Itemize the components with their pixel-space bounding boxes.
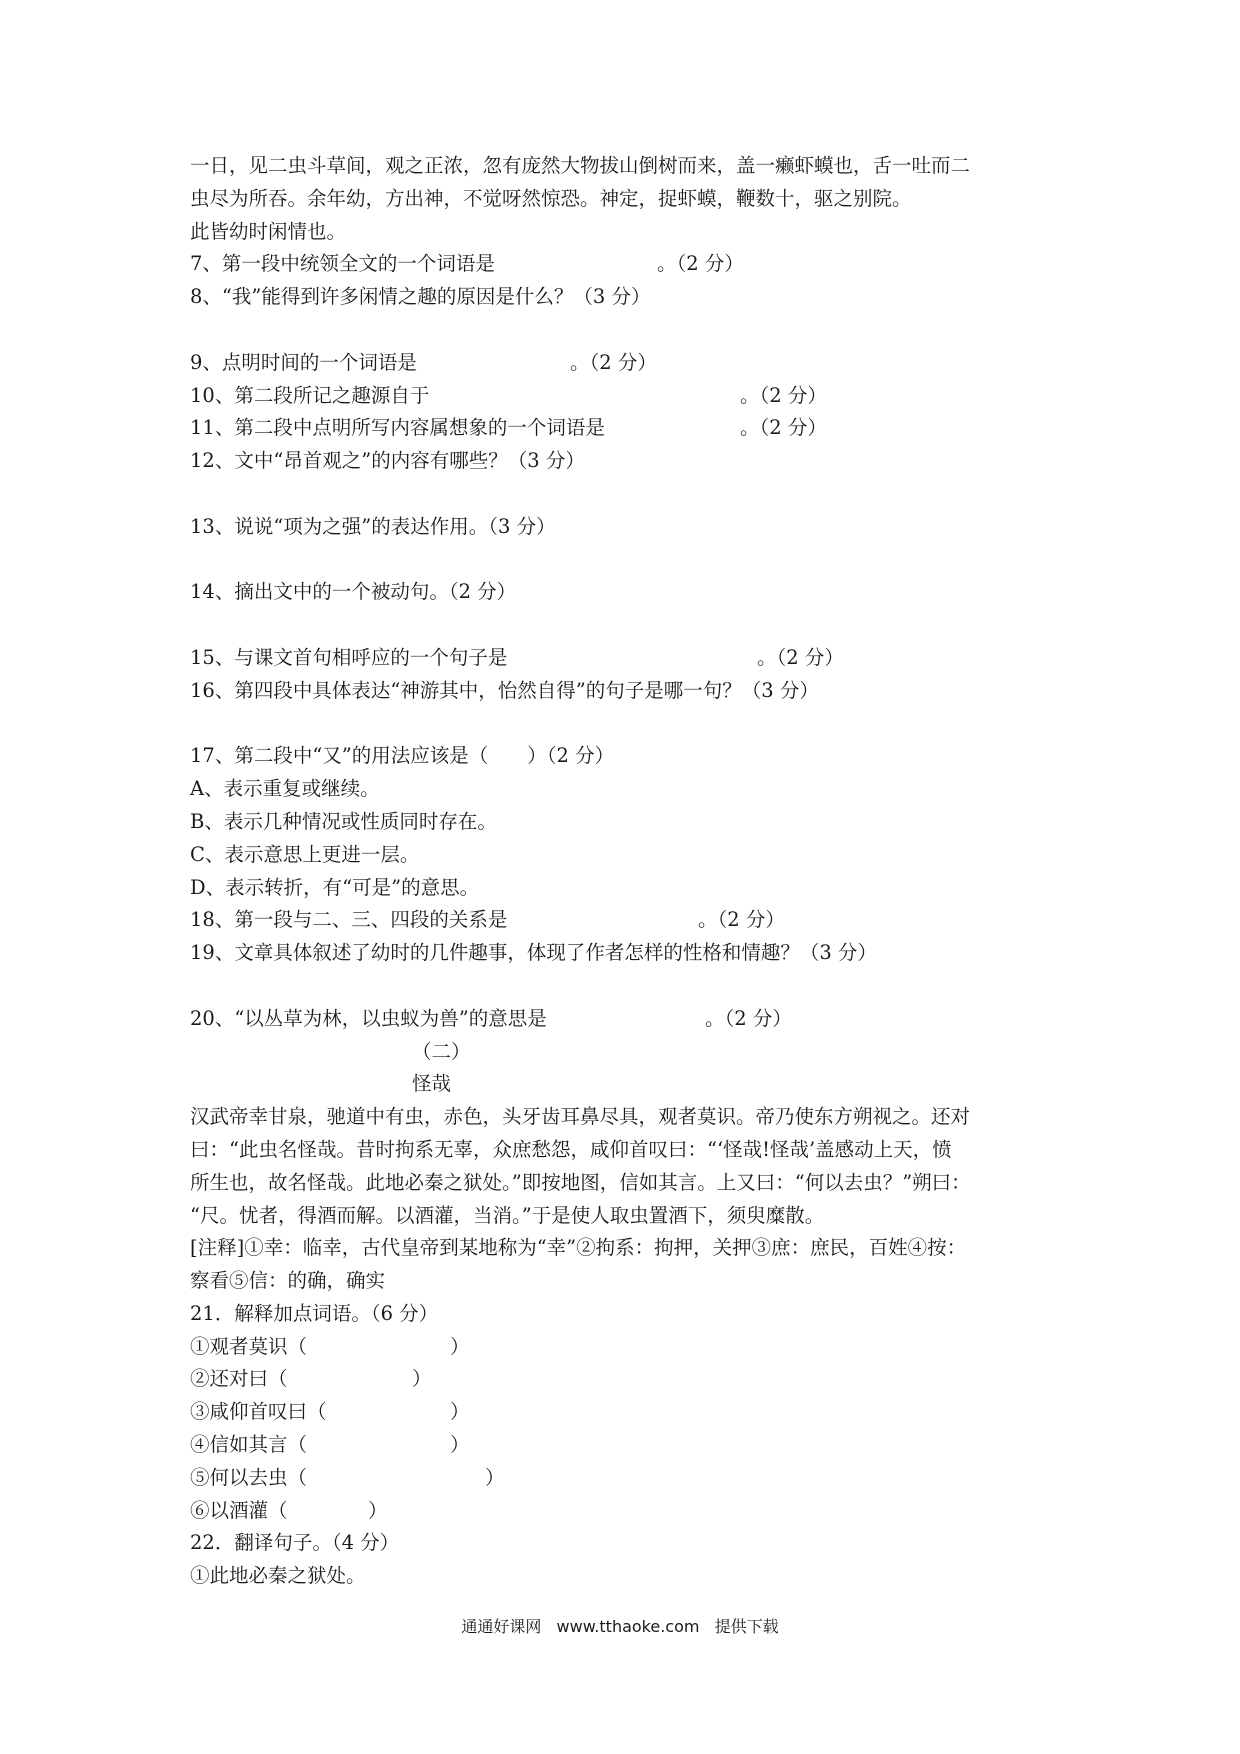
section-label: （二） (412, 1039, 471, 1063)
passage-line: “尺。忧者，得酒而解。以酒灌，当消。”于是使人取虫置酒下，须臾糜散。 (190, 1203, 825, 1227)
notes-line: [注释]①幸：临幸，古代皇帝到某地称为“幸”②拘系：拘押，关押③庶：庶民，百姓④按： (190, 1236, 967, 1260)
q21-item: ④信如其言（ ） (190, 1433, 470, 1457)
passage-line: 此皆幼时闲情也。 (190, 219, 347, 243)
option-a: A、表示重复或继续。 (190, 777, 380, 801)
passage-line: 汉武帝幸甘泉，驰道中有虫，赤色，头牙齿耳鼻尽具，观者莫识。帝乃使东方朔视之。还对 (190, 1105, 971, 1129)
q21-item: ⑥以酒灌（ ） (190, 1498, 388, 1522)
footer-suffix: 提供下载 (714, 1617, 779, 1636)
question-19: 19、文章具体叙述了幼时的几件趣事，体现了作者怎样的性格和情趣？（3 分） (190, 941, 877, 965)
footer-site-name: 通通好课网 (461, 1617, 542, 1636)
q21-item: ②还对曰（ ） (190, 1367, 432, 1391)
question-9: 9、点明时间的一个词语是 。（2 分） (190, 350, 657, 374)
q21-item: ①观者莫识（ ） (190, 1334, 470, 1358)
passage-line: 一日，见二虫斗草间，观之正浓，忽有庞然大物拔山倒树而来，盖一癞虾蟆也，舌一吐而二 (190, 154, 971, 177)
question-12: 12、文中“昂首观之”的内容有哪些？（3 分） (190, 449, 585, 473)
option-d: D、表示转折，有“可是”的意思。 (190, 875, 480, 899)
question-21: 21．解释加点词语。（6 分） (190, 1301, 439, 1325)
question-17: 17、第二段中“又”的用法应该是（ ）（2 分） (190, 744, 615, 768)
question-15: 15、与课文首句相呼应的一个句子是 。（2 分） (190, 645, 844, 669)
option-c: C、表示意思上更进一层。 (190, 842, 420, 866)
passage-title: 怪哉 (412, 1072, 452, 1096)
question-13: 13、说说“项为之强”的表达作用。（3 分） (190, 514, 556, 538)
q21-item: ⑤何以去虫（ ） (190, 1465, 505, 1489)
exam-page (190, 150, 1070, 1593)
q21-item: ③咸仰首叹曰（ ） (190, 1400, 470, 1424)
question-22: 22．翻译句子。（4 分） (190, 1531, 400, 1555)
notes-line: 察看⑤信：的确，确实 (190, 1269, 386, 1293)
q22-item: ①此地必秦之狱处。 (190, 1564, 366, 1588)
question-14: 14、摘出文中的一个被动句。（2 分） (190, 580, 517, 604)
option-b: B、表示几种情况或性质同时存在。 (190, 809, 497, 833)
question-10: 10、第二段所记之趣源自于 。（2 分） (190, 383, 827, 407)
passage-line: 虫尽为所吞。余年幼，方出神，不觉呀然惊恐。神定，捉虾蟆，鞭数十，驱之别院。 (190, 186, 912, 210)
page-footer (0, 1614, 1240, 1637)
footer-url: www.tthaoke.com (556, 1617, 700, 1636)
question-11: 11、第二段中点明所写内容属想象的一个词语是 。（2 分） (190, 416, 827, 440)
question-8: 8、“我”能得到许多闲情之趣的原因是什么？（3 分） (190, 285, 651, 309)
question-18: 18、第一段与二、三、四段的关系是 。（2 分） (190, 908, 785, 932)
question-7: 7、第一段中统领全文的一个词语是 。（2 分） (190, 252, 744, 276)
passage-line: 所生也，故名怪哉。此地必秦之狱处。”即按地图，信如其言。上又曰：“何以去虫？”朔曰： (190, 1170, 971, 1194)
question-20: 20、“以丛草为林，以虫蚁为兽”的意思是 。（2 分） (190, 1006, 792, 1030)
question-16: 16、第四段中具体表达“神游其中，怡然自得”的句子是哪一句？（3 分） (190, 678, 819, 702)
passage-line: 曰：“此虫名怪哉。昔时拘系无辜，众庶愁怨，咸仰首叹曰：“‘怪哉!怪哉’盖感动上天，愤 (190, 1137, 952, 1161)
